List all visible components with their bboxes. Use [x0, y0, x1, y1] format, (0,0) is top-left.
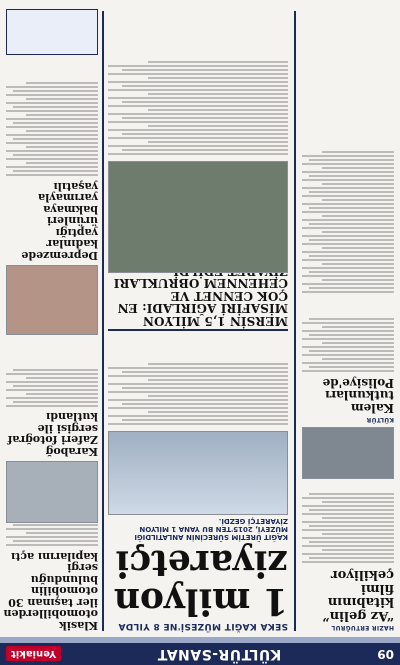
left-column-body	[302, 5, 394, 295]
page-header	[0, 643, 400, 665]
banner-story-text	[108, 61, 288, 155]
left-article-2-kicker: KÜLTÜR	[366, 416, 394, 423]
section-title: KÜLTÜR-SANAT	[157, 646, 282, 662]
main-story-text	[108, 363, 288, 425]
left-article-body	[302, 493, 394, 563]
right-bottom-box	[6, 9, 98, 55]
header-strip	[0, 637, 400, 643]
left-article-2	[302, 299, 394, 423]
banner-title: MERSİN 1,5 MİLYON MİSAFİRİ AĞIRLADI: EN ÇOK CENNET VE CEHENNEM OBRUKLARI	[113, 276, 288, 328]
right-article-1	[3, 525, 98, 632]
main-story	[110, 517, 288, 631]
page-number: 09	[377, 647, 394, 661]
museum-photo	[108, 431, 288, 515]
right-article-2	[6, 339, 98, 457]
banner-story-body	[108, 7, 288, 157]
left-article-kicker: HAZIR ERTUĞRUL	[331, 624, 394, 631]
right-article-2-body	[6, 369, 98, 407]
main-story-title: 1 milyon ziyaretçi	[113, 542, 288, 622]
main-story-body	[108, 333, 288, 427]
left-article-2-body	[302, 318, 394, 372]
main-story-subtitle: KAĞIT ÜRETİM SÜRECİNİN ANLATILDIĞI MÜZEYİ, 2015'TEN BU YANA 1 MİLYON ZİYARETÇİ GEZDİ.	[134, 517, 288, 542]
column-rule-left	[294, 11, 296, 631]
left-column-text	[302, 151, 394, 293]
right-photo-1	[6, 461, 98, 523]
banner-rule	[108, 329, 288, 331]
right-article-1-title: Klasik otomobillerden iler taşınan 30 otomobilin bulunduğu sergi kapılarını açtı	[3, 549, 98, 632]
right-article-3-title: Depremzede kadınlar yaptığı ürünleri bakmaya yarımayla yaşatılı	[21, 179, 98, 262]
banner-story	[108, 276, 288, 328]
left-article	[302, 481, 394, 631]
right-photo-2	[6, 265, 98, 335]
left-photo	[302, 427, 394, 479]
left-article-2-title: Kalem tutkunları Polisiye'de	[322, 375, 394, 415]
column-rule-right	[102, 11, 104, 631]
main-story-kicker: SEKA KAĞIT MÜZESİ'NE 8 YILDA	[118, 621, 288, 631]
brand-logo: Yeniakit	[6, 647, 61, 662]
right-article-3-body	[6, 82, 98, 176]
right-article-2-title: Karaboğ Zaferi fotoğraf sergisi ile kutlandı	[7, 410, 98, 458]
banner-photo	[108, 161, 288, 273]
left-article-title: “Az gelin” kitabının filmi çekiliyor	[322, 567, 394, 623]
